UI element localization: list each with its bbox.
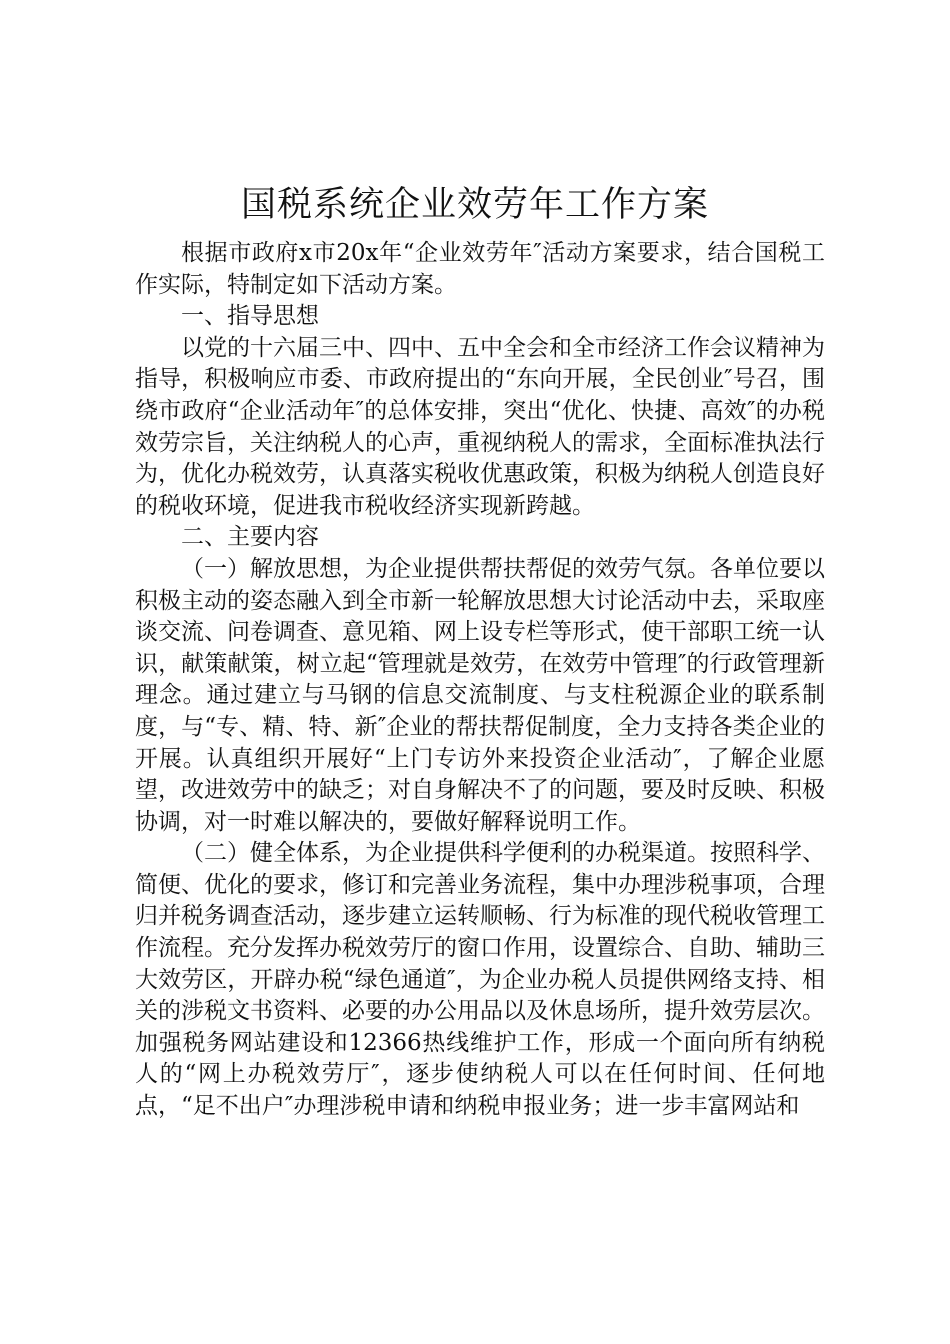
- document-title: 国税系统企业效劳年工作方案: [240, 185, 709, 225]
- section-heading-main-content: 二、主要内容: [181, 524, 319, 551]
- section-heading-guiding-ideology: 一、指导思想: [181, 303, 319, 330]
- main-content-paragraph-1: （一）解放思想，为企业提供帮扶帮促的效劳气氛。各单位要以积极主动的姿态融入到全市新一轮解放思想大讨论活动中去，采取座谈交流、问卷调查、意见箱、网上设专栏等形式，使干部职工统一认识，献策献策，树立起“管理就是效劳，在效劳中管理″的行政管理新理念。通过建立与马钢的信息交流制度、与支柱税源企业的联系制度，与“专、精、特、新″企业的帮扶帮促制度，全力支持各类企业的开展。认真组织开展好“上门专访外来投资企业活动″，了解企业愿望，改进效劳中的缺乏；对自身解决不了的问题，要及时反映、积极协调，对一时难以解决的，要做好解释说明工作。: [135, 555, 825, 835]
- guiding-ideology-paragraph: 以党的十六届三中、四中、五中全会和全市经济工作会议精神为指导，积极响应市委、市政府提出的“东向开展，全民创业″号召，围绕市政府“企业活动年″的总体安排，突出“优化、快捷、高效″的办税效劳宗旨，关注纳税人的心声，重视纳税人的需求，全面标准执法行为，优化办税效劳，认真落实税收优惠政策，积极为纳税人创造良好的税收环境，促进我市税收经济实现新跨越。: [135, 334, 825, 519]
- main-content-paragraph-2: （二）健全体系，为企业提供科学便利的办税渠道。按照科学、简便、优化的要求，修订和完善业务流程，集中办理涉税事项，合理归并税务调查活动，逐步建立运转顺畅、行为标准的现代税收管理工作流程。充分发挥办税效劳厅的窗口作用，设置综合、自助、辅助三大效劳区，开辟办税“绿色通道″，为企业办税人员提供网络支持、相关的涉税文书资料、必要的办公用品以及休息场所，提升效劳层次。加强税务网站建设和12366热线维护工作，形成一个面向所有纳税人的“网上办税效劳厅″，逐步使纳税人可以在任何时间、任何地点，“足不出户″办理涉税申请和纳税申报业务；进一步丰富网站和: [135, 840, 825, 1120]
- document-body: [135, 238, 825, 1123]
- intro-paragraph: 根据市政府x市20x年“企业效劳年″活动方案要求，结合国税工作实际，特制定如下活动方案。: [135, 240, 825, 298]
